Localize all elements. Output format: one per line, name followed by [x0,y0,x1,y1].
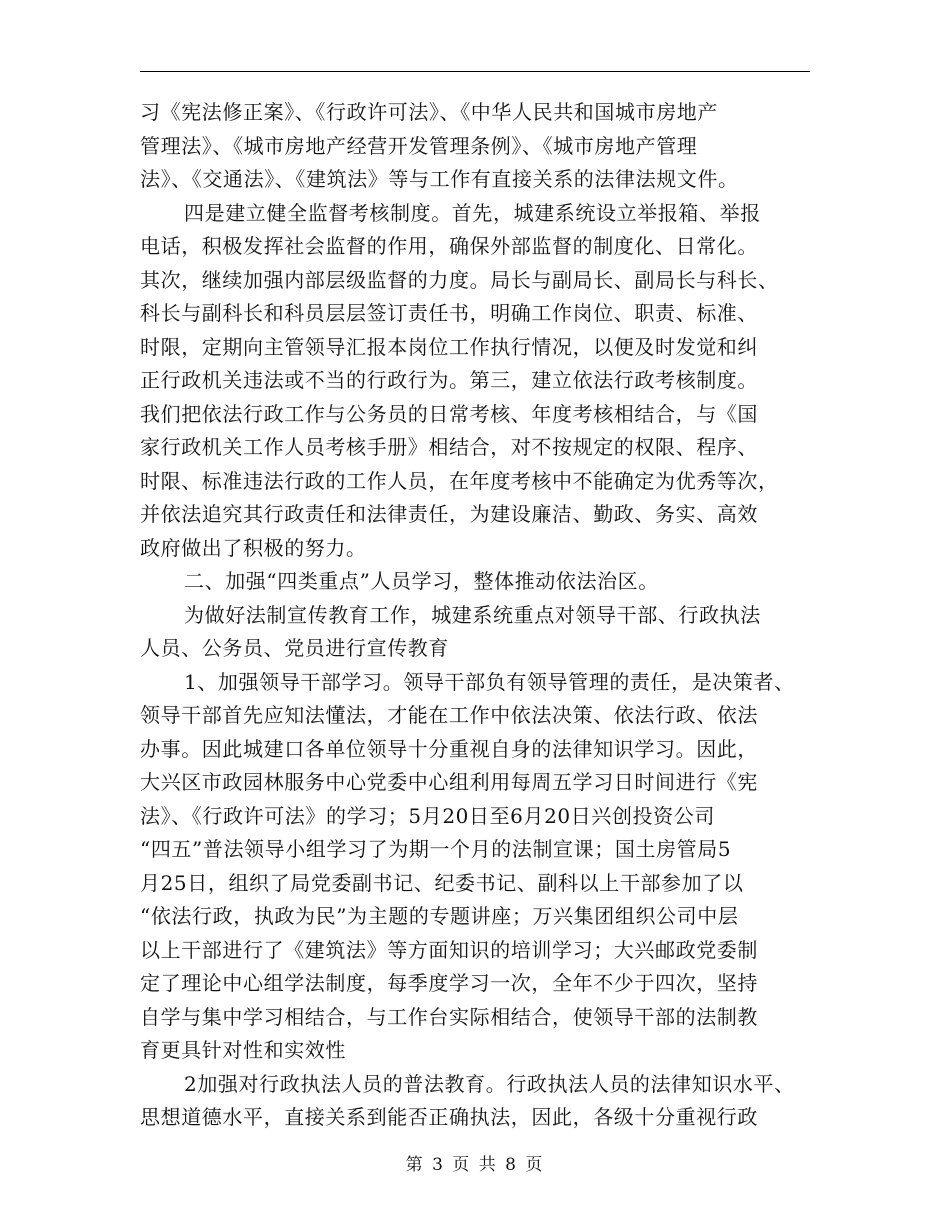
text-line: 办事。因此城建口各单位领导十分重视自身的法律知识学习。因此， [140,736,758,761]
text-line: 电话，积极发挥社会监督的作用，确保外部监督的制度化、日常化。 [140,234,758,258]
text-line: 1、加强领导干部学习。领导干部负有领导管理的责任，是决策者、 [184,669,795,694]
text-line: 以上干部进行了《建筑法》等方面知识的培训学习；大兴邮政党委制 [140,937,758,962]
text-line: 二、加强“四类重点”人员学习，整体推动依法治区。 [184,569,659,593]
page-footer: 第 3 页 共 8 页 [405,1155,545,1175]
text-line: 月25日，组织了局党委副书记、纪委书记、副科以上干部参加了以 [140,870,744,895]
text-line: 正行政机关违法或不当的行政行为。第三，建立依法行政考核制度。 [140,368,758,392]
text-line: 其次，继续加强内部层级监督的力度。局长与副局长、副局长与科长、 [140,267,779,292]
text-line: 育更具针对性和实效性 [140,1038,346,1062]
text-line: 领导干部首先应知法懂法，才能在工作中依法决策、依法行政、依法 [140,703,758,727]
text-line: “四五”普法领导小组学习了为期一个月的法制宣课；国土房管局5 [140,837,732,861]
text-line: 习《宪法修正案》、《行政许可法》、《中华人民共和国城市房地产 [140,100,718,124]
text-line: “依法行政，执政为民”为主题的专题讲座；万兴集团组织公司中层 [140,904,739,928]
text-line: 并依法追究其行政责任和法律责任，为建设廉洁、勤政、务实、高效 [140,502,758,526]
text-line: 四是建立健全监督考核制度。首先，城建系统设立举报箱、举报 [184,200,761,225]
text-line: 自学与集中学习相结合，与工作台实际相结合，使领导干部的法制教 [140,1004,758,1029]
text-line: 时限、标准违法行政的工作人员，在年度考核中不能确定为优秀等次， [140,468,779,493]
text-line: 法》、《行政许可法》的学习；5月20日至6月20日兴创投资公司 [140,803,715,828]
text-line: 政府做出了积极的努力。 [140,535,367,560]
text-line: 家行政机关工作人员考核手册》相结合，对不按规定的权限、程序、 [140,435,758,459]
text-line: 时限，定期向主管领导汇报本岗位工作执行情况，以便及时发觉和纠 [140,334,758,359]
text-line: 人员、公务员、党员进行宣传教育 [140,636,449,660]
text-line: 思想道德水平，直接关系到能否正确执法，因此，各级十分重视行政 [140,1105,758,1129]
text-line: 法》、《交通法》、《建筑法》等与工作有直接关系的法律法规文件。 [140,167,739,191]
text-line: 科长与副科长和科员层层签订责任书，明确工作岗位、职责、标准、 [140,301,758,325]
header-rule [140,71,810,72]
text-line: 定了理论中心组学法制度，每季度学习一次，全年不少于四次，坚持 [140,971,758,995]
text-line: 2加强对行政执法人员的普法教育。行政执法人员的法律知识水平、 [184,1071,795,1096]
text-line: 我们把依法行政工作与公务员的日常考核、年度考核相结合，与《国 [140,401,758,426]
text-line: 管理法》、《城市房地产经营开发管理条例》、《城市房地产管理 [140,133,698,158]
text-line: 为做好法制宣传教育工作，城建系统重点对领导干部、行政执法 [184,602,761,627]
document-body [140,96,830,1135]
text-line: 大兴区市政园林服务中心党委中心组利用每周五学习日时间进行《宪 [140,770,758,794]
